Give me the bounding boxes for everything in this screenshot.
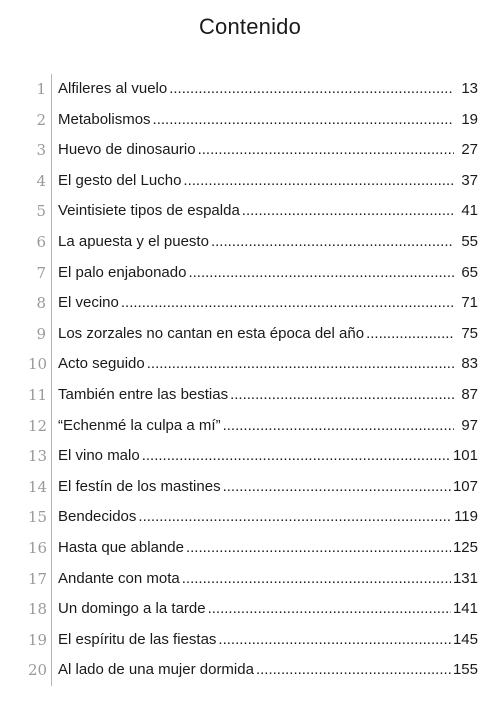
margin-rule	[51, 625, 52, 656]
toc-entry	[28, 411, 478, 442]
margin-rule	[51, 196, 52, 227]
chapter-title: El gesto del Lucho	[58, 171, 182, 189]
chapter-number: 2	[36, 110, 46, 129]
page-number: 97	[461, 416, 478, 434]
margin-rule	[51, 502, 52, 533]
chapter-number: 19	[28, 630, 48, 649]
chapter-number: 1	[36, 80, 46, 98]
page-number: 75	[461, 324, 478, 342]
toc-line	[58, 110, 478, 130]
margin-rule	[51, 349, 52, 380]
chapter-number: 12	[28, 416, 48, 435]
toc-entry	[28, 227, 478, 258]
chapter-title: El vecino	[58, 294, 119, 312]
dot-leader	[198, 140, 454, 160]
margin-rule	[51, 258, 52, 289]
chapter-title: Metabolismos	[58, 110, 151, 128]
margin-rule	[51, 74, 52, 105]
margin-rule	[51, 319, 52, 350]
chapter-number: 18	[28, 600, 48, 619]
chapter-number: 14	[28, 477, 48, 496]
page-number: 71	[461, 294, 478, 312]
page-number: 41	[461, 202, 478, 220]
toc-line	[58, 660, 478, 680]
chapter-number: 4	[36, 171, 46, 190]
toc-line	[58, 293, 478, 313]
toc-entry	[28, 625, 478, 656]
toc-line	[58, 569, 478, 589]
toc-entry	[28, 380, 478, 411]
margin-rule	[51, 135, 52, 166]
page-number: 145	[452, 630, 478, 648]
toc-line	[58, 599, 478, 619]
toc-entry	[28, 319, 478, 350]
chapter-title: Un domingo a la tarde	[58, 600, 206, 618]
dot-leader	[223, 477, 451, 497]
toc-line	[58, 446, 478, 466]
dot-leader	[230, 385, 454, 405]
margin-rule	[51, 533, 52, 564]
toc-line	[58, 324, 478, 344]
page-number: 55	[461, 232, 478, 250]
margin-rule	[51, 472, 52, 503]
chapter-number: 11	[28, 385, 48, 404]
margin-rule	[51, 105, 52, 136]
chapter-title: Al lado de una mujer dormida	[58, 661, 254, 679]
chapter-number: 13	[28, 447, 48, 466]
toc-entry	[28, 135, 478, 166]
dot-leader	[223, 416, 454, 436]
toc-entry	[28, 502, 478, 533]
dot-leader	[256, 660, 451, 680]
chapter-title: Hasta que ablande	[58, 538, 184, 556]
dot-leader	[208, 599, 451, 619]
toc-entry	[28, 258, 478, 289]
chapter-title: Alfileres al vuelo	[58, 80, 168, 97]
toc-entry	[28, 655, 478, 686]
chapter-title: Los zorzales no cantan en esta época del año	[58, 324, 365, 342]
dot-leader	[211, 232, 454, 252]
page-number: 19	[461, 110, 478, 128]
toc-entry	[28, 349, 478, 380]
page-number: 155	[452, 661, 478, 679]
margin-rule	[51, 594, 52, 625]
margin-rule	[51, 411, 52, 442]
margin-rule	[51, 655, 52, 686]
toc-entry	[28, 105, 478, 136]
chapter-number: 9	[36, 324, 46, 343]
page-number: 125	[452, 538, 478, 556]
chapter-number: 17	[28, 569, 48, 588]
margin-rule	[51, 441, 52, 472]
page-number: 131	[452, 569, 478, 587]
chapter-number: 5	[36, 202, 46, 221]
dot-leader	[142, 446, 451, 466]
page-number: 87	[461, 385, 478, 403]
toc-entry	[28, 166, 478, 197]
toc-line	[58, 140, 478, 160]
dot-leader	[186, 538, 451, 558]
toc-line	[58, 201, 478, 221]
chapter-number: 16	[28, 538, 48, 557]
page-number: 119	[454, 508, 478, 526]
chapter-number: 15	[28, 508, 48, 527]
toc-line	[58, 232, 478, 252]
margin-rule	[51, 227, 52, 258]
toc-entry	[28, 74, 478, 105]
chapter-title: La apuesta y el puesto	[58, 232, 209, 250]
chapter-title: Bendecidos	[58, 508, 137, 526]
toc-entry	[28, 564, 478, 595]
chapter-title: El festín de los mastines	[58, 477, 221, 495]
chapter-number: 10	[28, 355, 48, 374]
toc-entry	[28, 594, 478, 625]
toc-entry	[28, 472, 478, 503]
chapter-title: Andante con mota	[58, 569, 180, 587]
dot-leader	[188, 263, 454, 283]
toc-entry	[28, 196, 478, 227]
chapter-number: 3	[36, 141, 46, 160]
page-number: 141	[452, 600, 478, 618]
chapter-title: El vino malo	[58, 447, 140, 465]
chapter-title: Huevo de dinosaurio	[58, 141, 196, 159]
toc-line	[58, 507, 478, 527]
margin-rule	[51, 166, 52, 197]
toc-entry	[28, 533, 478, 564]
toc-line	[58, 416, 478, 436]
toc-entry	[28, 441, 478, 472]
chapter-title: El espíritu de las fiestas	[58, 630, 217, 648]
dot-leader	[147, 354, 454, 374]
toc-line	[58, 263, 478, 283]
toc-line	[58, 79, 478, 99]
dot-leader	[169, 79, 454, 99]
toc-line	[58, 538, 478, 558]
page-number: 27	[461, 141, 478, 159]
page-number: 37	[461, 171, 478, 189]
dot-leader	[242, 201, 454, 221]
toc-line	[58, 171, 478, 191]
margin-rule	[51, 380, 52, 411]
toc-line	[58, 385, 478, 405]
toc-line	[58, 630, 478, 650]
page-number: 107	[452, 477, 478, 495]
page-number: 13	[461, 80, 478, 97]
page-number: 101	[452, 447, 478, 465]
page-number: 83	[461, 355, 478, 373]
margin-rule	[51, 288, 52, 319]
page-number: 65	[461, 263, 478, 281]
table-of-contents	[28, 74, 478, 686]
dot-leader	[183, 171, 454, 191]
dot-leader	[218, 630, 451, 650]
dot-leader	[153, 110, 454, 130]
toc-line	[58, 477, 478, 497]
dot-leader	[138, 507, 452, 527]
margin-rule	[51, 564, 52, 595]
chapter-number: 7	[36, 263, 46, 282]
chapter-title: Veintisiete tipos de espalda	[58, 202, 240, 220]
toc-entry	[28, 288, 478, 319]
chapter-number: 8	[36, 294, 46, 313]
chapter-number: 6	[36, 232, 46, 251]
chapter-title: Acto seguido	[58, 355, 145, 373]
dot-leader	[121, 293, 454, 313]
chapter-number: 20	[28, 661, 48, 680]
chapter-title: “Echenmé la culpa a mí”	[58, 416, 221, 434]
chapter-title: El palo enjabonado	[58, 263, 187, 281]
page-title: Contenido	[198, 14, 302, 39]
dot-leader	[366, 324, 454, 344]
dot-leader	[182, 569, 451, 589]
toc-line	[58, 354, 478, 374]
chapter-title: También entre las bestias	[58, 385, 229, 403]
